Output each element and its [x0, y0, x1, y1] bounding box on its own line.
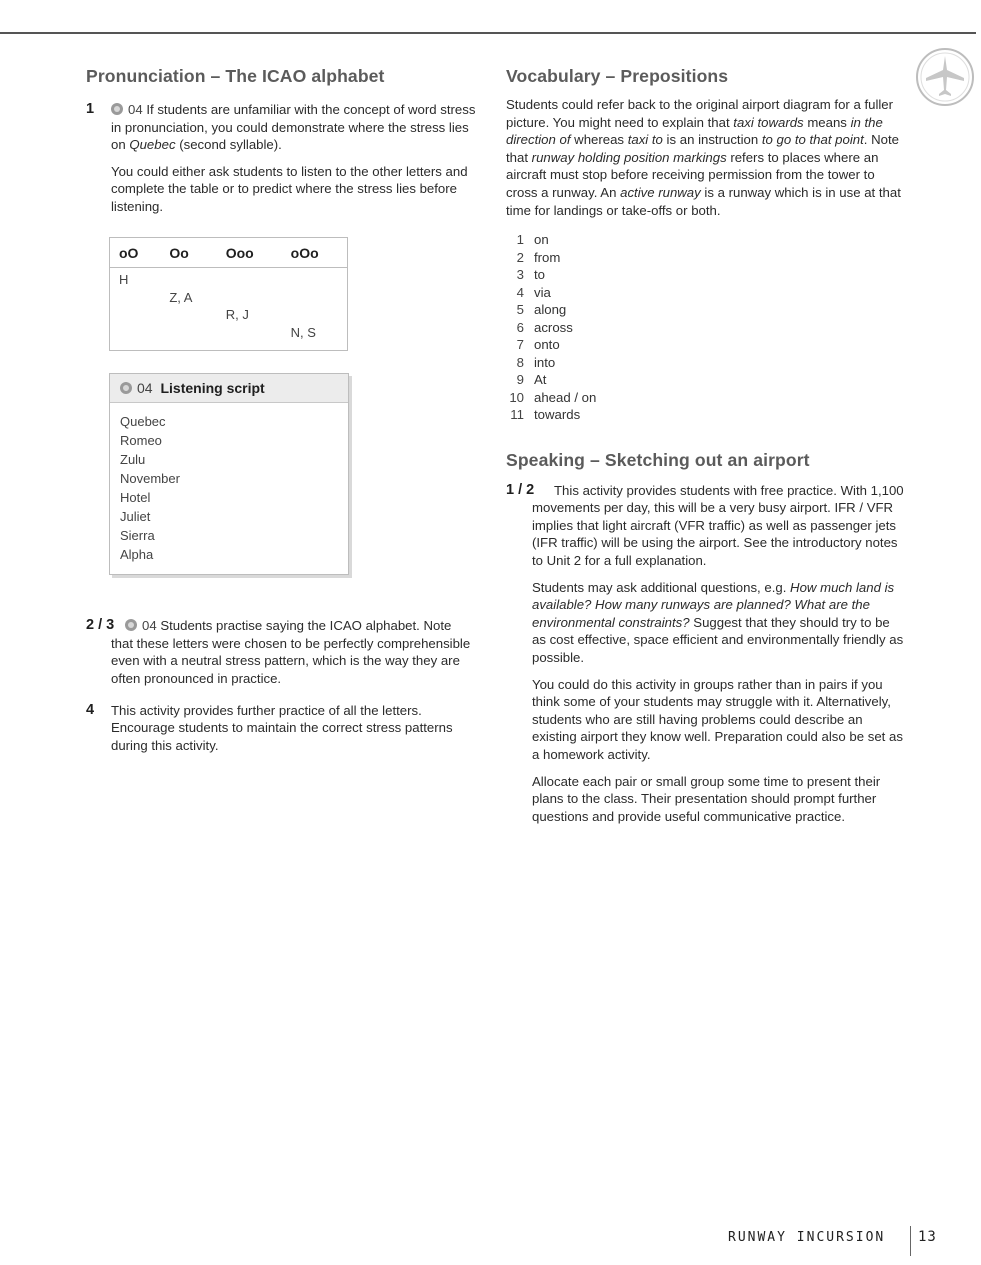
- list-item: 2 from: [516, 249, 561, 265]
- activity-2-3: [86, 617, 476, 687]
- pronunciation-heading: Pronunciation – The ICAO alphabet: [86, 66, 385, 86]
- list-item: Quebec: [120, 414, 166, 430]
- track-number: 04: [142, 618, 157, 634]
- audio-cd-icon: [120, 382, 132, 394]
- listening-script-header: [110, 374, 348, 404]
- activity-1-text: 04 If students are unfamiliar with the concept of word stress in pronunciation, you could demonstrate where the stress lies on Quebec (second syllable).: [111, 102, 476, 153]
- table-header: Ooo: [217, 237, 282, 268]
- list-item: 5 along: [516, 302, 567, 318]
- activity-2-3-text: 04 Students practise saying the ICAO alphabet. Note that these letters were chosen to be perfectly comprehensible even with a neutral stress pattern, which is the way they are often pronounced in practice.: [111, 618, 471, 686]
- listening-script-box: [109, 373, 349, 576]
- vocabulary-paragraph: Students could refer back to the original airport diagram for a fuller picture. You might need to explain that taxi towards means in the direction of whereas taxi to is an instruction to go to that point. Note that runway holding position markings refers to places where an aircraft must stop before receiving permission from the tower to cross a runway. An active runway is a runway which is in use at that time for landings or take-offs or both.: [506, 97, 901, 218]
- speaking-heading: Speaking – Sketching out an airport: [506, 449, 810, 470]
- list-item: Hotel: [120, 490, 151, 506]
- listening-script-lines: [110, 403, 348, 574]
- activity-1: [86, 101, 476, 216]
- activity-1-2-paragraph-3: You could do this activity in groups rather than in pairs if you think some of your students may struggle with it. Alternatively, students who are still having problems could describe an existing airport they know well. Preparation could also be set as a homework activity.: [532, 676, 903, 762]
- page-number: 13: [918, 1229, 937, 1245]
- activity-number: 1: [86, 101, 95, 117]
- activity-number: 4: [86, 701, 95, 718]
- list-item: 6 across: [516, 319, 573, 335]
- activity-4: [86, 702, 476, 755]
- left-column: [86, 64, 476, 754]
- list-item: Alpha: [120, 547, 154, 563]
- stress-pattern-table: [109, 237, 348, 351]
- vocabulary-heading: Vocabulary – Prepositions: [506, 66, 729, 86]
- audio-cd-icon: [125, 619, 137, 631]
- list-item: 1 on: [516, 232, 549, 248]
- activity-number: 2 / 3: [86, 617, 115, 634]
- table-row: H: [119, 272, 129, 288]
- table-row: N, S: [290, 324, 316, 340]
- table-row: Z, A: [169, 289, 193, 305]
- activity-1-2-paragraph-4: Allocate each pair or small group some time to present their plans to the class. Their presentation should prompt further questions and provide useful communicative practice.: [532, 773, 881, 824]
- list-item: 11 towards: [510, 407, 581, 423]
- list-item: November: [120, 471, 180, 487]
- list-item: 9 At: [516, 372, 547, 388]
- list-item: 4 via: [516, 284, 551, 300]
- table-header: oOo: [282, 237, 348, 268]
- activity-4-text: This activity provides further practice of all the letters. Encourage students to maintain the correct stress patterns during this activity.: [111, 702, 453, 753]
- top-rule: [0, 32, 976, 34]
- list-item: 10 ahead / on: [509, 389, 597, 405]
- track-number: 04: [128, 102, 143, 117]
- listening-script-title: Listening script: [160, 379, 265, 396]
- activity-1-2: [506, 482, 906, 826]
- table-header: Oo: [160, 237, 216, 268]
- table-header: oO: [110, 237, 161, 268]
- footer-divider: [910, 1226, 911, 1256]
- list-item: 7 onto: [516, 337, 560, 353]
- list-item: 8 into: [516, 354, 556, 370]
- activity-1-2-paragraph-2: Students may ask additional questions, e.g. How much land is available? How many runways are planned? What are the environmental constraints? Suggest that they should try to be as cost effective, space efficient and environmentally friendly as possible.: [532, 579, 904, 665]
- activity-1-2-paragraph-1: This activity provides students with free practice. With 1,100 movements per day, this will be a very busy airport. IFR / VFR implies that light aircraft (VFR traffic) as well as passenger jets (IFR traffic) will be using the airport. See the introductory notes to Unit 2 for a full explanation.: [532, 482, 904, 569]
- audio-cd-icon: [111, 103, 123, 115]
- list-item: 3 to: [516, 267, 545, 283]
- track-number: 04: [137, 379, 153, 396]
- list-item: Sierra: [120, 528, 155, 544]
- activity-number: 1 / 2: [506, 481, 535, 498]
- table-row: R, J: [225, 307, 249, 323]
- list-item: Romeo: [120, 433, 162, 449]
- aircraft-seal-icon: [914, 46, 976, 108]
- unit-title-footer: RUNWAY INCURSION: [728, 1230, 886, 1245]
- right-column: [506, 64, 906, 825]
- prepositions-answer-list: [506, 231, 906, 424]
- list-item: Zulu: [120, 452, 146, 468]
- activity-1-paragraph-2: You could either ask students to listen to the other letters and complete the table or to predict where the stress lies before listening.: [111, 163, 468, 214]
- list-item: Juliet: [120, 509, 151, 525]
